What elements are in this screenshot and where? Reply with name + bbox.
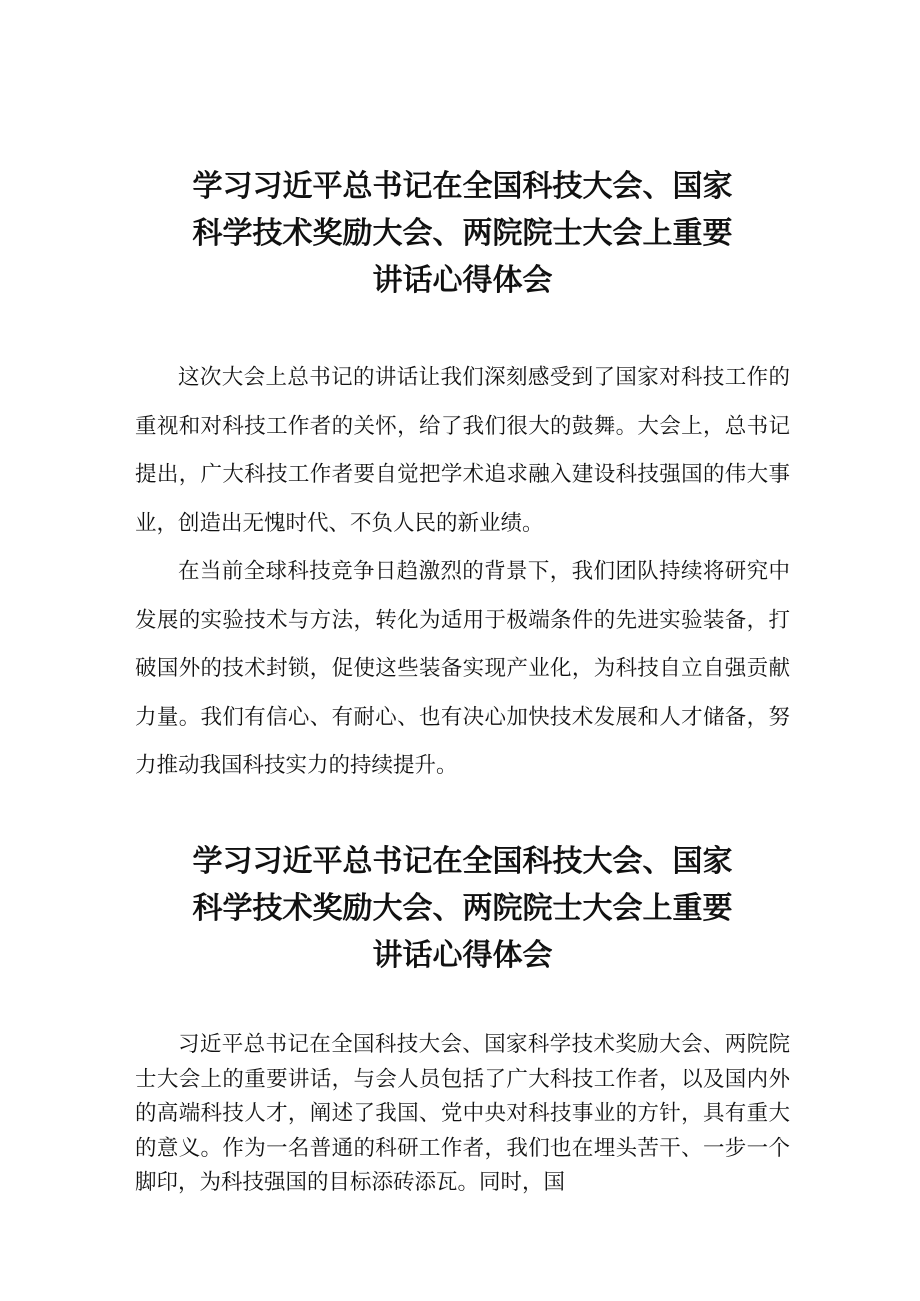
title-line: 学习习近平总书记在全国科技大会、国家 [192,169,733,204]
title-line: 讲话心得体会 [372,938,553,973]
paragraph: 习近平总书记在全国科技大会、国家科学技术奖励大会、两院院士大会上的重要讲话，与会人员包括了广大科技工作者，以及国内外的高端科技人才，阐述了我国、党中央对科技事业的方针，具有重大的意义。作为一名普通的科研工作者，我们也在埋头苦干、一步一个脚印，为科技强国的目标添砖添瓦。同时，国 [135,1032,790,1195]
article-1 [135,163,790,791]
article-body [135,354,790,791]
paragraph: 这次大会上总书记的讲话让我们深刻感受到了国家对科技工作的重视和对科技工作者的关怀，给了我们很大的鼓舞。大会上，总书记提出，广大科技工作者要自觉把学术追求融入建设科技强国的伟大事业，创造出无愧时代、不负人民的新业绩。 [135,365,790,536]
paragraph: 在当前全球科技竞争日趋激烈的背景下，我们团队持续将研究中发展的实验技术与方法，转化为适用于极端条件的先进实验装备，打破国外的技术封锁，促使这些装备实现产业化，为科技自立自强贡献力量。我们有信心、有耐心、也有决心加快技术发展和人才储备，努力推动我国科技实力的持续提升。 [135,559,790,778]
article-2 [135,838,790,1201]
title-line: 科学技术奖励大会、两院院士大会上重要 [192,216,733,251]
article-body [135,1028,790,1201]
title-line: 科学技术奖励大会、两院院士大会上重要 [192,891,733,926]
title-line: 学习习近平总书记在全国科技大会、国家 [192,844,733,879]
article-title [135,163,790,304]
article-title [135,838,790,979]
title-line: 讲话心得体会 [372,263,553,298]
